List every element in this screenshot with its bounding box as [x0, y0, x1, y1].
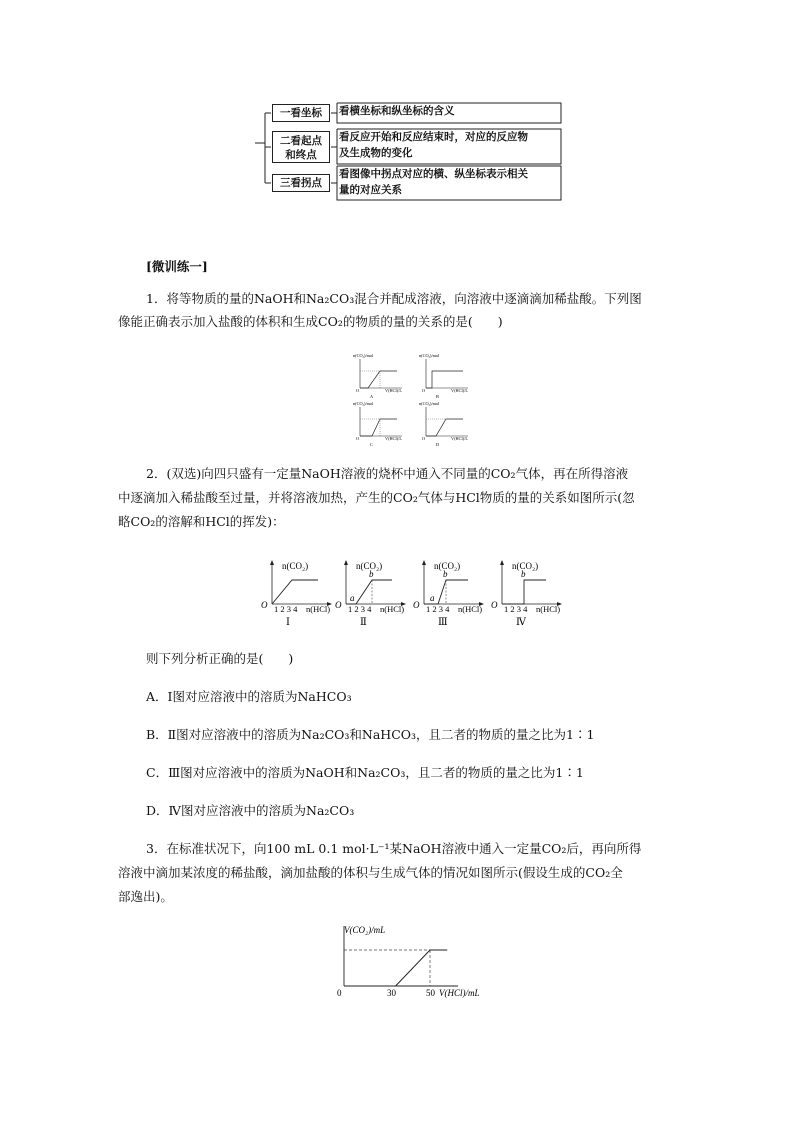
q3-line-2: 溶液中滴加某浓度的稀盐酸，滴加盐酸的体积与生成气体的情况如图所示(假设生成的CO₂全 [118, 865, 623, 880]
q2-g2-ylabel: n(CO₂) [356, 561, 383, 571]
q1-c-xlabel: V(HCl)/L [385, 436, 402, 441]
q2-line-3: 略CO₂的溶解和HCl的挥发)： [118, 514, 285, 529]
q3-ylabel: V(CO₂)/mL [344, 925, 386, 935]
q2-g1-curve [272, 580, 318, 604]
q3-tick-label-30: 30 [387, 988, 396, 998]
label-text: 三看拐点 [280, 177, 322, 189]
q2-g1-origin: O [261, 600, 268, 610]
q3-line-1: 3．在标准状况下，向100 mL 0.1 mol·L⁻¹某NaOH溶液中通入一定量CO₂后，再向所得 [146, 841, 642, 856]
q2-g1-ylabel: n(CO₂) [282, 561, 309, 571]
q2-g3-origin: O [413, 600, 420, 610]
q2-g1-xlabel: n(HCl) [306, 604, 331, 614]
summary-label-3 [272, 174, 330, 192]
q1-d-letter: D [436, 442, 440, 447]
q1-c-curve [360, 419, 397, 436]
label-text: 一看坐标 [280, 107, 322, 119]
q1-d-xlabel: V(HCl)/L [451, 436, 468, 441]
q2-g4-roman: Ⅳ [516, 617, 526, 628]
q1-d-curve [426, 419, 463, 436]
q2-g4-origin: O [491, 600, 498, 610]
q1-a-xlabel: V(HCl)/L [385, 388, 402, 393]
q3-curve [344, 950, 447, 986]
q1-graph-b [419, 353, 468, 399]
q1-c-ylabel: n(CO₂)/mol [353, 401, 374, 406]
q1-a-ylabel: n(CO₂)/mol [353, 353, 374, 358]
q1-d-origin: O [422, 436, 426, 441]
q1-graph-grid [352, 351, 472, 447]
q3-origin: 0 [337, 988, 342, 998]
q2-g4-xlabel: n(HCl) [536, 604, 561, 614]
summary-desc-3a: 看图像中拐点对应的横、纵坐标表示相关 [339, 168, 528, 180]
q1-b-ylabel: n(CO₂)/mol [419, 353, 440, 358]
q2-g3-ticks: 1 2 3 4 [426, 604, 450, 614]
label-text-line1: 二看起点 [280, 135, 322, 147]
summary-desc-3b: 量的对应关系 [339, 184, 402, 196]
q2-graph-3 [413, 560, 484, 628]
q2-g2-xlabel: n(HCl) [380, 604, 405, 614]
q1-b-letter: B [436, 394, 439, 399]
q1-d-ylabel: n(CO₂)/mol [419, 401, 440, 406]
q2-graph-2 [335, 560, 406, 628]
q1-graph-d [419, 401, 468, 447]
q2-g2-b: b [369, 569, 374, 579]
q3-tick-label-50: 50 [426, 988, 435, 998]
summary-desc-1: 看横坐标和纵坐标的含义 [339, 105, 455, 117]
q2-g2-ticks: 1 2 3 4 [348, 604, 372, 614]
q1-graph-a [353, 353, 402, 399]
q1-b-origin: O [422, 388, 426, 393]
q2-option-b: B．Ⅱ图对应溶液中的溶质为Na₂CO₃和NaHCO₃，且二者的物质的量之比为1∶1 [146, 727, 595, 742]
q2-graph-1 [261, 560, 332, 628]
q2-option-d: D．Ⅳ图对应溶液中的溶质为Na₂CO₃ [146, 803, 355, 818]
q2-g3-roman: Ⅲ [438, 617, 448, 628]
q1-graph-c [353, 401, 402, 447]
q2-g3-ylabel: n(CO₂) [434, 561, 461, 571]
q2-g1-roman: Ⅰ [286, 617, 290, 628]
q1-a-letter: A [370, 394, 374, 399]
q1-b-xlabel: V(HCl)/L [451, 388, 468, 393]
q2-graph-4 [491, 560, 562, 628]
q2-g2-a: a [350, 593, 355, 603]
q2-line-2: 中逐滴加入稀盐酸至过量，并将溶液加热，产生的CO₂气体与HCl物质的量的关系如图所示(忽 [118, 490, 635, 505]
q1-line-1: 1．将等物质的量的NaOH和Na₂CO₃混合并配成溶液，向溶液中逐滴滴加稀盐酸。下列图 [146, 291, 642, 306]
q2-g3-xlabel: n(HCl) [458, 604, 483, 614]
q3-xlabel: V(HCl)/mL [439, 988, 480, 998]
q2-line-1: 2．(双选)向四只盛有一定量NaOH溶液的烧杯中通入不同量的CO₂气体，再在所得溶液 [146, 466, 629, 481]
q2-g1-ticks: 1 2 3 4 [274, 604, 298, 614]
q3-line-3: 部逸出)。 [118, 889, 173, 904]
q2-g2-roman: Ⅱ [360, 617, 367, 628]
summary-desc-2a: 看反应开始和反应结束时，对应的反应物 [339, 131, 528, 143]
summary-desc-2b: 及生成物的变化 [339, 147, 413, 159]
q2-g4-ticks: 1 2 3 4 [504, 604, 528, 614]
q1-line-2: 像能正确表示加入盐酸的体积和生成CO₂的物质的量的关系的是( ) [118, 314, 503, 329]
q2-option-c: C．Ⅲ图对应溶液中的溶质为NaOH和Na₂CO₃，且二者的物质的量之比为1∶1 [146, 765, 584, 780]
q2-stem: 则下列分析正确的是( ) [146, 651, 294, 666]
q2-option-a: A．Ⅰ图对应溶液中的溶质为NaHCO₃ [146, 689, 352, 704]
q2-g3-a: a [430, 593, 435, 603]
q3-chart [330, 920, 500, 1002]
q2-g3-b: b [443, 569, 448, 579]
q1-c-letter: C [370, 442, 373, 447]
summary-label-1 [272, 104, 330, 122]
q1-c-origin: O [356, 436, 360, 441]
label-text-line2: 和终点 [285, 149, 317, 161]
q2-g4-ylabel: n(CO₂) [512, 561, 539, 571]
q2-graphs [258, 558, 568, 630]
q1-b-curve [426, 371, 463, 388]
summary-label-2 [272, 131, 330, 163]
question-1 [146, 288, 666, 310]
q1-a-origin: O [356, 388, 360, 393]
q2-g4-b: b [521, 569, 526, 579]
q2-g2-origin: O [335, 600, 342, 610]
section-title: [微训练一] [146, 259, 208, 274]
q1-a-curve [360, 371, 397, 388]
